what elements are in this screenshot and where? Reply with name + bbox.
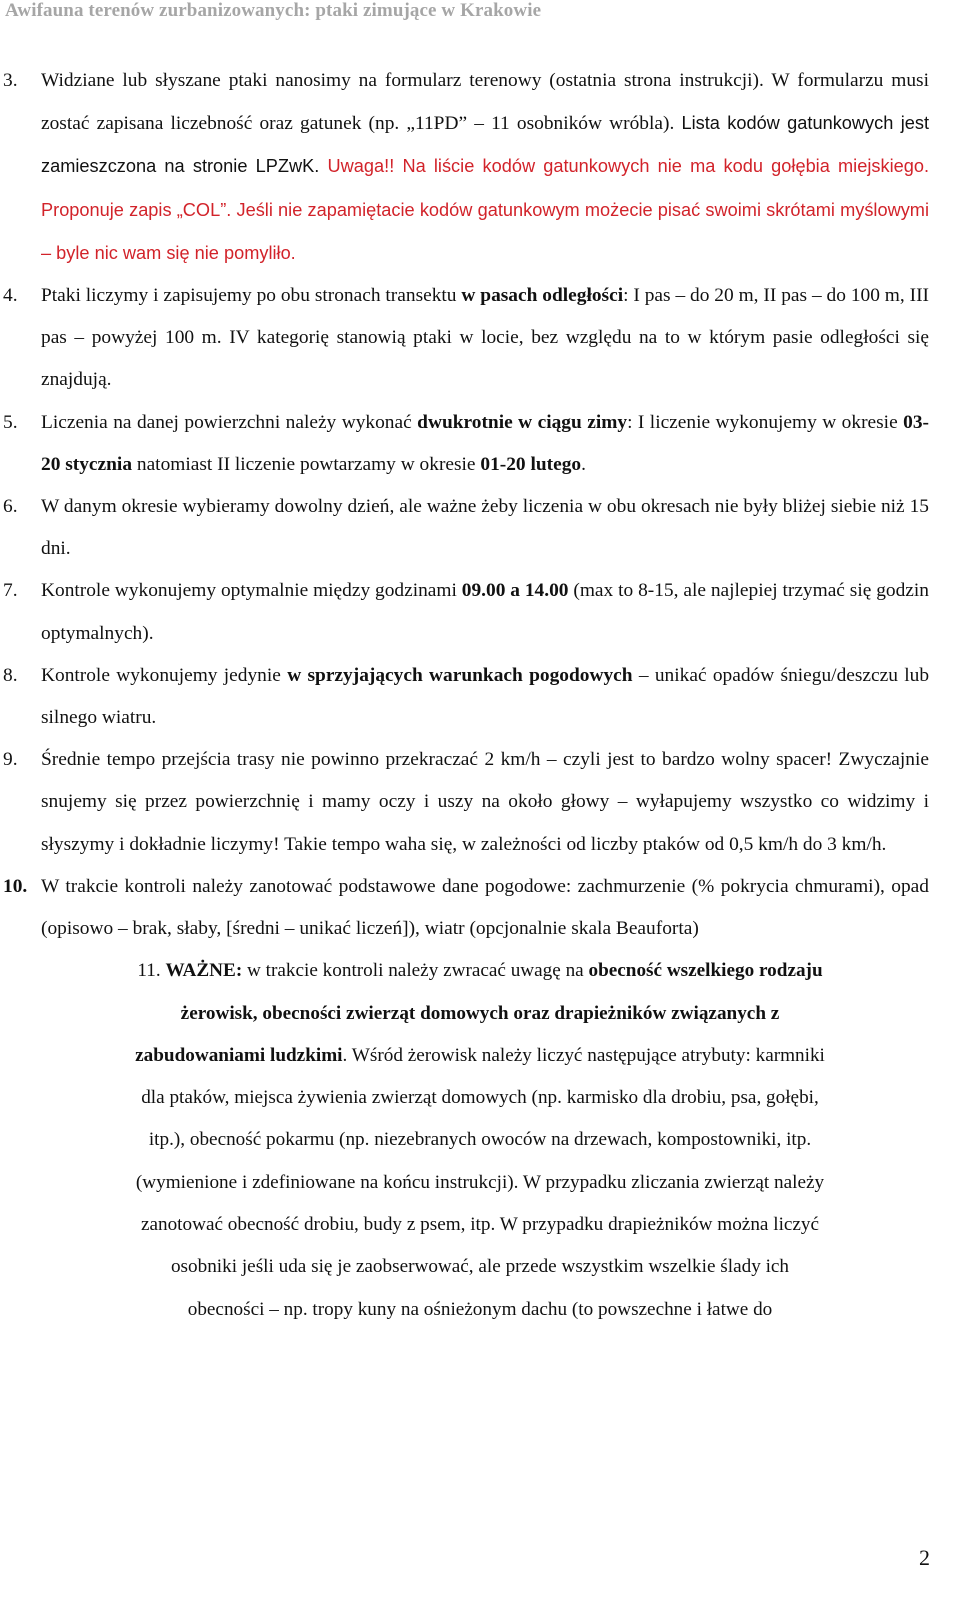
list-item-11 [0, 950, 960, 1331]
item11-line-7: zanotować obecność drobiu, budy z psem, itp. W przypadku drapieżników można liczyć [140, 1214, 820, 1236]
item-text-bold: 09.00 a 14.00 [461, 580, 569, 602]
item11-line-9: obecności – np. tropy kuny na ośnieżonym dachu (to powszechne i łatwe do [187, 1298, 773, 1320]
item-text-sans: Lista kodów gatunkowych jest zamieszczona na stronie LPZwK. [41, 113, 929, 177]
item-number: 9. [3, 749, 18, 771]
item11-line-8: osobniki jeśli uda się je zaobserwować, ale przede wszystkim wszelkie ślady ich [170, 1256, 790, 1278]
item-text-bold: żerowisk, obecności zwierząt domowych oraz drapieżników związanych z [180, 1002, 780, 1024]
item-text: Ptaki liczymy i zapisujemy po obu stronach transektu [41, 285, 462, 307]
important-label: WAŻNE: [165, 960, 243, 982]
item-text: : I liczenie wykonujemy w okresie [627, 411, 904, 433]
list-item-8 [0, 655, 929, 739]
list-item-7 [0, 570, 929, 654]
item-number: 8. [3, 664, 18, 686]
item-text: : I pas – do 20 m, II pas – do 100 m, III pas – powyżej 100 m. IV kategorię stanowią ptaki w locie, bez względu na to w którym pasie odległości się znajdują. [41, 285, 929, 391]
list-item-10 [0, 866, 929, 950]
item11-line-1 [0, 950, 960, 992]
item-number: 11. [137, 960, 161, 982]
item-text: Widziane lub słyszane ptaki nanosimy na formularz terenowy (ostatnia strona instrukcji). W formularzu musi zostać zapisana liczebność oraz gatunek (np. „11PD” – 11 osobników wróbla). [41, 70, 929, 135]
item-number: 7. [3, 580, 18, 602]
item-text: Kontrole wykonujemy optymalnie między godzinami [41, 580, 462, 602]
item-text: natomiast II liczenie powtarzamy w okresie [132, 453, 481, 475]
list-item-6 [0, 486, 929, 570]
item-text: (max to 8-15, ale najlepiej trzymać się godzin optymalnych). [41, 580, 929, 644]
item-number: 5. [3, 411, 18, 433]
item-text: w trakcie kontroli należy zwracać uwagę na [242, 960, 589, 982]
item11-line-4: dla ptaków, miejsca żywienia zwierząt domowych (np. karmisko dla drobiu, psa, gołębi, [141, 1087, 819, 1109]
item11-line-6: (wymienione i zdefiniowane na końcu instrukcji). W przypadku zliczania zwierząt należy [135, 1171, 825, 1193]
item-number: 10. [3, 875, 28, 897]
page-number: 2 [919, 1545, 930, 1570]
item-text: Kontrole wykonujemy jedynie [41, 664, 288, 686]
list-item-4 [0, 275, 929, 402]
item-text: . [581, 453, 586, 475]
item-text-bold: w sprzyjających warunkach pogodowych [287, 664, 633, 686]
item-note-red: Uwaga!! Na liście kodów gatunkowych nie ma kodu gołębia miejskiego. Proponuje zapis „COL”. Jeśli nie zapamiętacie kodów gatunkowym możecie pisać swoimi skrótami myślowymi – byle nic wam się nie pomyliło. [41, 156, 930, 263]
item-text: W trakcie kontroli należy zanotować podstawowe dane pogodowe: zachmurzenie (% pokrycia chmurami), opad (opisowo – brak, słaby, [średni – unikać liczeń]), wiatr (opcjonalnie skala Beauforta) [41, 875, 929, 940]
item-text-bold: obecność wszelkiego rodzaju [588, 960, 823, 982]
item-text: – unikać opadów śniegu/deszczu lub silnego wiatru. [41, 664, 930, 729]
item11-line-3 [0, 1035, 960, 1077]
running-header: Awifauna terenów zurbanizowanych: ptaki zimujące w Krakowie [5, 0, 542, 21]
item-text: Liczenia na danej powierzchni należy wykonać [41, 411, 418, 433]
item-text: Średnie tempo przejścia trasy nie powinno przekraczać 2 km/h – czyli jest to bardzo wolny spacer! Zwyczajnie snujemy się przez powierzchnię i mamy oczy i uszy na około głowy – wyłapujemy wszystko co widzimy i słyszymy i dokładnie liczymy! Takie tempo waha się, w zależności od liczby ptaków od 0,5 km/h do 3 km/h. [41, 749, 929, 855]
item-text-bold: 03-20 stycznia [41, 411, 929, 475]
item-text: . Wśród żerowisk należy liczyć następujące atrybuty: karmniki [342, 1044, 825, 1066]
item11-line-2 [0, 993, 960, 1035]
list-item-5 [0, 402, 929, 486]
document-body [0, 60, 960, 1331]
item-text-bold: w pasach odległości [461, 285, 624, 307]
list-item-3 [0, 60, 929, 275]
item-number: 3. [3, 70, 18, 91]
item11-line-5: itp.), obecność pokarmu (np. niezebranych owoców na drzewach, kompostowniki, itp. [148, 1129, 812, 1151]
item-number: 4. [3, 285, 18, 307]
list-item-9 [0, 739, 929, 866]
item-text-bold: dwukrotnie w ciągu zimy [417, 411, 628, 433]
item-number: 6. [3, 496, 18, 518]
item-text-bold: zabudowaniami ludzkimi [135, 1044, 343, 1066]
item-text: W danym okresie wybieramy dowolny dzień, ale ważne żeby liczenia w obu okresach nie były bliżej siebie niż 15 dni. [41, 496, 929, 560]
item-text-bold: 01-20 lutego [480, 453, 582, 475]
